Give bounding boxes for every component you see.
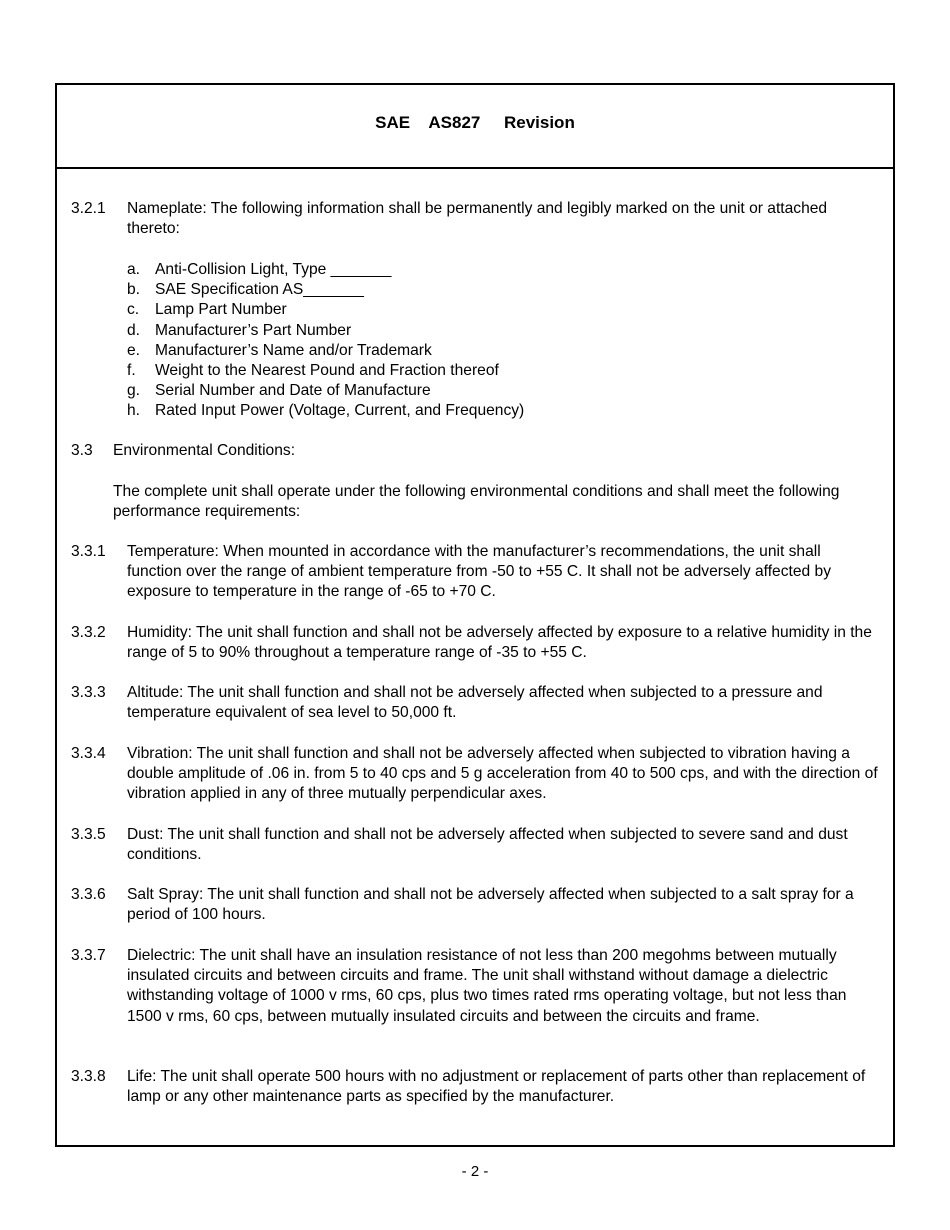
list-item (127, 401, 827, 421)
list-item (127, 280, 827, 300)
list-letter: e. (127, 341, 141, 359)
section-number: 3.3.6 (71, 886, 106, 903)
list-letter: a. (127, 261, 141, 278)
document-header (57, 85, 893, 169)
list-item (127, 381, 827, 401)
section-text: Nameplate: The following information shall be permanently and legibly marked on the unit or attached thereto: (127, 200, 828, 238)
list-letter: f. (127, 361, 136, 379)
list-item (127, 321, 827, 341)
list-text: Weight to the Nearest Pound and Fraction thereof (155, 361, 499, 379)
list-letter: g. (127, 382, 141, 400)
list-text: Manufacturer’s Part Number (155, 321, 352, 339)
section-number: 3.3.7 (71, 947, 106, 964)
section-text: Dust: The unit shall function and shall not be adversely affected when subjected to severe sand and dust conditions. (127, 826, 848, 864)
section-number: 3.3.1 (71, 543, 106, 560)
nameplate-list (127, 260, 827, 422)
section-number: 3.2.1 (71, 200, 106, 217)
list-text: Lamp Part Number (155, 301, 287, 319)
section-number: 3.3.2 (71, 624, 106, 641)
list-text: Anti-Collision Light, Type _______ (155, 261, 392, 278)
list-letter: b. (127, 281, 141, 299)
section-text: Temperature: When mounted in accordance with the manufacturer’s recommendations, the unit shall function over the range of ambient temperature from -50 to +55 C. It shall not be adversely affected by exposure to temperature in the range of -65 to +70 C. (127, 543, 831, 601)
section-number: 3.3 (71, 442, 93, 459)
list-item (127, 260, 827, 280)
section-text: Dielectric: The unit shall have an insulation resistance of not less than 200 megohms between mutually insulated circuits and between circuits and frame. The unit shall withstand without damage a dielectric withstanding voltage of 1000 v rms, 60 cps, plus two times rated rms operating voltage, but not less than 1500 v rms, 60 cps, between mutually insulated circuits and between the circuits and frame. (127, 947, 847, 1025)
list-letter: h. (127, 402, 141, 420)
section-text: The complete unit shall operate under the following environmental conditions and shall meet the following performance requirements: (113, 483, 840, 521)
section-number: 3.3.5 (71, 826, 106, 843)
list-text: Manufacturer’s Name and/or Trademark (155, 341, 432, 359)
document-title: SAE AS827 Revision (375, 113, 575, 132)
list-text: Rated Input Power (Voltage, Current, and Frequency) (155, 402, 525, 420)
section-text: Vibration: The unit shall function and shall not be adversely affected when subjected to vibration having a double amplitude of .06 in. from 5 to 40 cps and 5 g acceleration from 40 to 500 cps, and with the direction of vibration applied in any of three mutually perpendicular axes. (127, 745, 878, 803)
list-text: SAE Specification AS_______ (155, 281, 364, 299)
section-text: Altitude: The unit shall function and shall not be adversely affected when subjected to a pressure and temperature equivalent of sea level to 50,000 ft. (127, 684, 823, 722)
section-text: Life: The unit shall operate 500 hours with no adjustment or replacement of parts other than replacement of lamp or any other maintenance parts as specified by the manufacturer. (127, 1068, 866, 1106)
section-text: Humidity: The unit shall function and shall not be adversely affected by exposure to a relative humidity in the range of 5 to 90% throughout a temperature range of -35 to +55 C. (127, 624, 872, 662)
list-item (127, 341, 827, 361)
page-number: - 2 - (461, 1163, 489, 1180)
section-number: 3.3.8 (71, 1068, 106, 1085)
section-number: 3.3.3 (71, 684, 106, 701)
list-text: Serial Number and Date of Manufacture (155, 382, 431, 400)
section-heading: Environmental Conditions: (113, 442, 296, 459)
list-letter: d. (127, 321, 141, 339)
section-text: Salt Spray: The unit shall function and shall not be adversely affected when subjected to a salt spray for a period of 100 hours. (127, 886, 854, 924)
document-frame (55, 83, 895, 1147)
section-number: 3.3.4 (71, 745, 106, 762)
list-letter: c. (127, 301, 140, 319)
list-item (127, 300, 827, 320)
list-item (127, 361, 827, 381)
